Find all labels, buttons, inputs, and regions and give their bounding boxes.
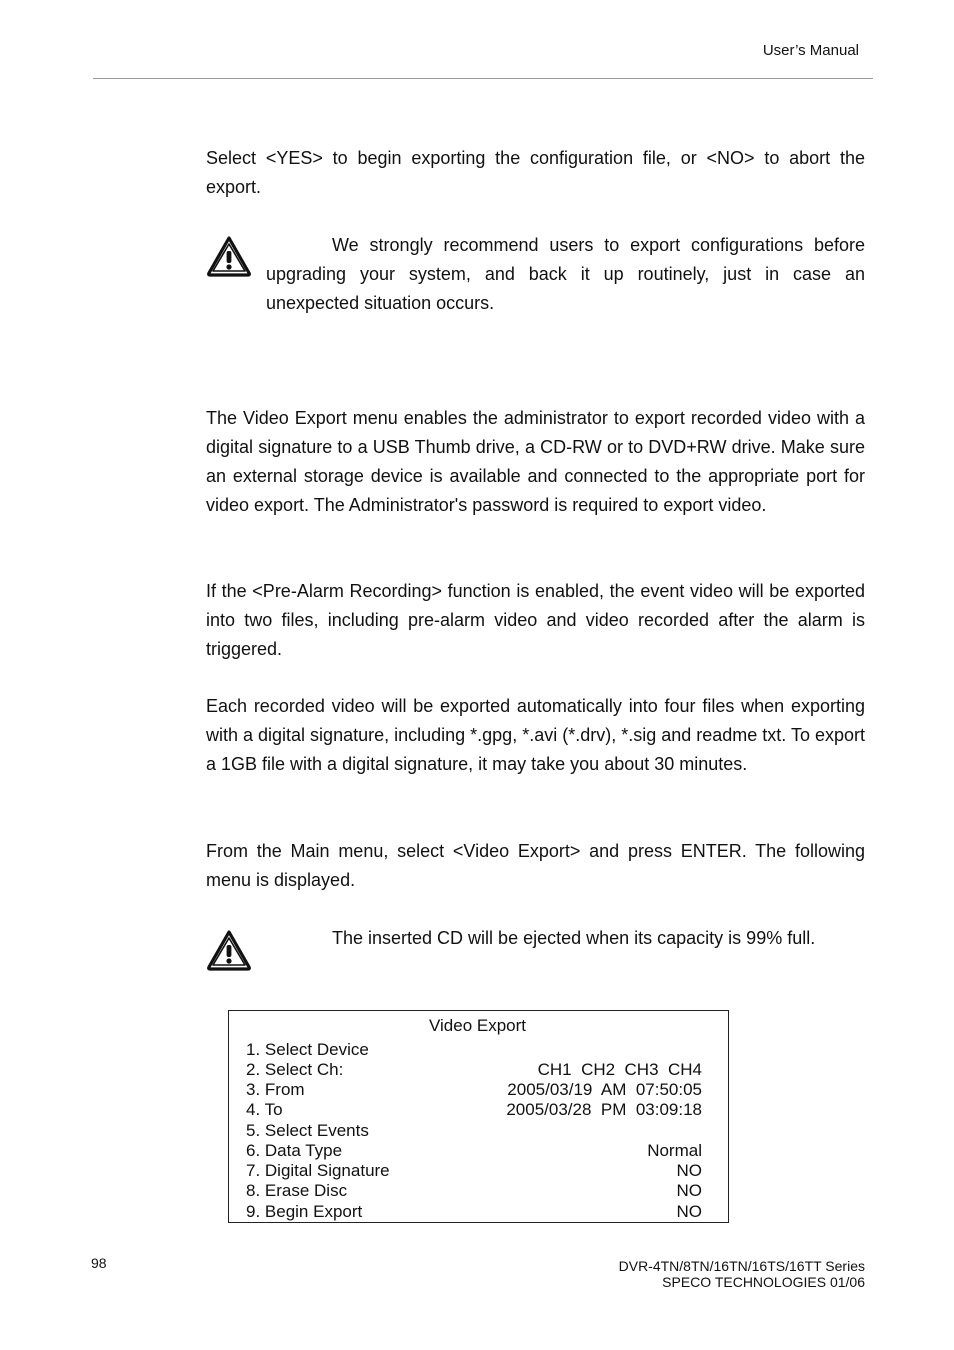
menu-item-digital-signature[interactable]	[246, 1161, 702, 1181]
footer-model-line: DVR-4TN/8TN/16TN/16TS/16TT Series	[618, 1258, 865, 1274]
menu-item-value: Normal	[647, 1141, 702, 1160]
menu-item-label: 5. Select Events	[246, 1121, 369, 1140]
menu-item-from[interactable]	[246, 1080, 702, 1100]
paragraph-pre-alarm: If the <Pre-Alarm Recording> function is enabled, the event video will be exported into two files, including pre-alarm video and video recorded after the alarm is triggered.	[206, 581, 865, 659]
video-export-menu	[228, 1010, 729, 1223]
paragraph-main-menu-instruction: From the Main menu, select <Video Export> and press ENTER. The following menu is displayed.	[206, 841, 865, 890]
menu-title: Video Export	[428, 1016, 527, 1035]
menu-item-label: 2. Select Ch:	[246, 1060, 344, 1079]
menu-item-select-ch[interactable]	[246, 1060, 702, 1080]
menu-item-value: 2005/03/28 PM 03:09:18	[506, 1100, 702, 1119]
menu-item-label: 6. Data Type	[246, 1141, 343, 1160]
note-recommend-export: We strongly recommend users to export configurations before upgrading your system, and back it up routinely, just in case an unexpected situation occurs.	[266, 235, 865, 313]
header-divider	[93, 78, 873, 79]
footer	[619, 1258, 865, 1290]
menu-item-value: NO	[676, 1161, 702, 1180]
menu-item-label: 9. Begin Export	[246, 1202, 363, 1221]
paragraph-four-files: Each recorded video will be exported automatically into four files when exporting with a digital signature, including *.gpg, *.avi (*.drv), *.sig and readme txt. To export a 1GB file with a digital signature, it may take you about 30 minutes.	[206, 696, 866, 774]
menu-item-value: NO	[676, 1202, 702, 1221]
menu-item-select-device[interactable]	[246, 1040, 702, 1060]
footer-company-line: SPECO TECHNOLOGIES 01/06	[662, 1274, 865, 1290]
menu-item-select-events[interactable]	[246, 1121, 702, 1141]
page-number: 98	[91, 1255, 107, 1271]
menu-item-value: 2005/03/19 AM 07:50:05	[507, 1080, 702, 1099]
menu-item-label: 8. Erase Disc	[246, 1181, 348, 1200]
menu-item-label: 7. Digital Signature	[246, 1161, 390, 1180]
menu-item-value: NO	[676, 1181, 702, 1200]
menu-item-erase-disc[interactable]	[246, 1181, 702, 1201]
paragraph-export-confirm: Select <YES> to begin exporting the configuration file, or <NO> to abort the export.	[206, 148, 865, 197]
menu-item-label: 4. To	[246, 1100, 283, 1119]
running-header: User’s Manual	[762, 42, 859, 59]
menu-item-data-type[interactable]	[246, 1141, 702, 1161]
menu-item-value: CH1 CH2 CH3 CH4	[537, 1060, 702, 1079]
menu-item-label: 1. Select Device	[246, 1040, 369, 1059]
warning-icon	[205, 234, 253, 278]
paragraph-video-export-intro: The Video Export menu enables the administrator to export recorded video with a digital signature to a USB Thumb drive, a CD-RW or to DVD+RW drive. Make sure an external storage device is available and connected to the appropriate port for video export. The Administrator's password is required to export video.	[206, 408, 865, 515]
warning-icon	[205, 928, 253, 972]
note-cd-eject: The inserted CD will be ejected when its capacity is 99% full.	[332, 928, 816, 948]
menu-item-begin-export[interactable]	[246, 1202, 702, 1222]
menu-item-label: 3. From	[246, 1080, 305, 1099]
menu-item-to[interactable]	[246, 1100, 702, 1120]
